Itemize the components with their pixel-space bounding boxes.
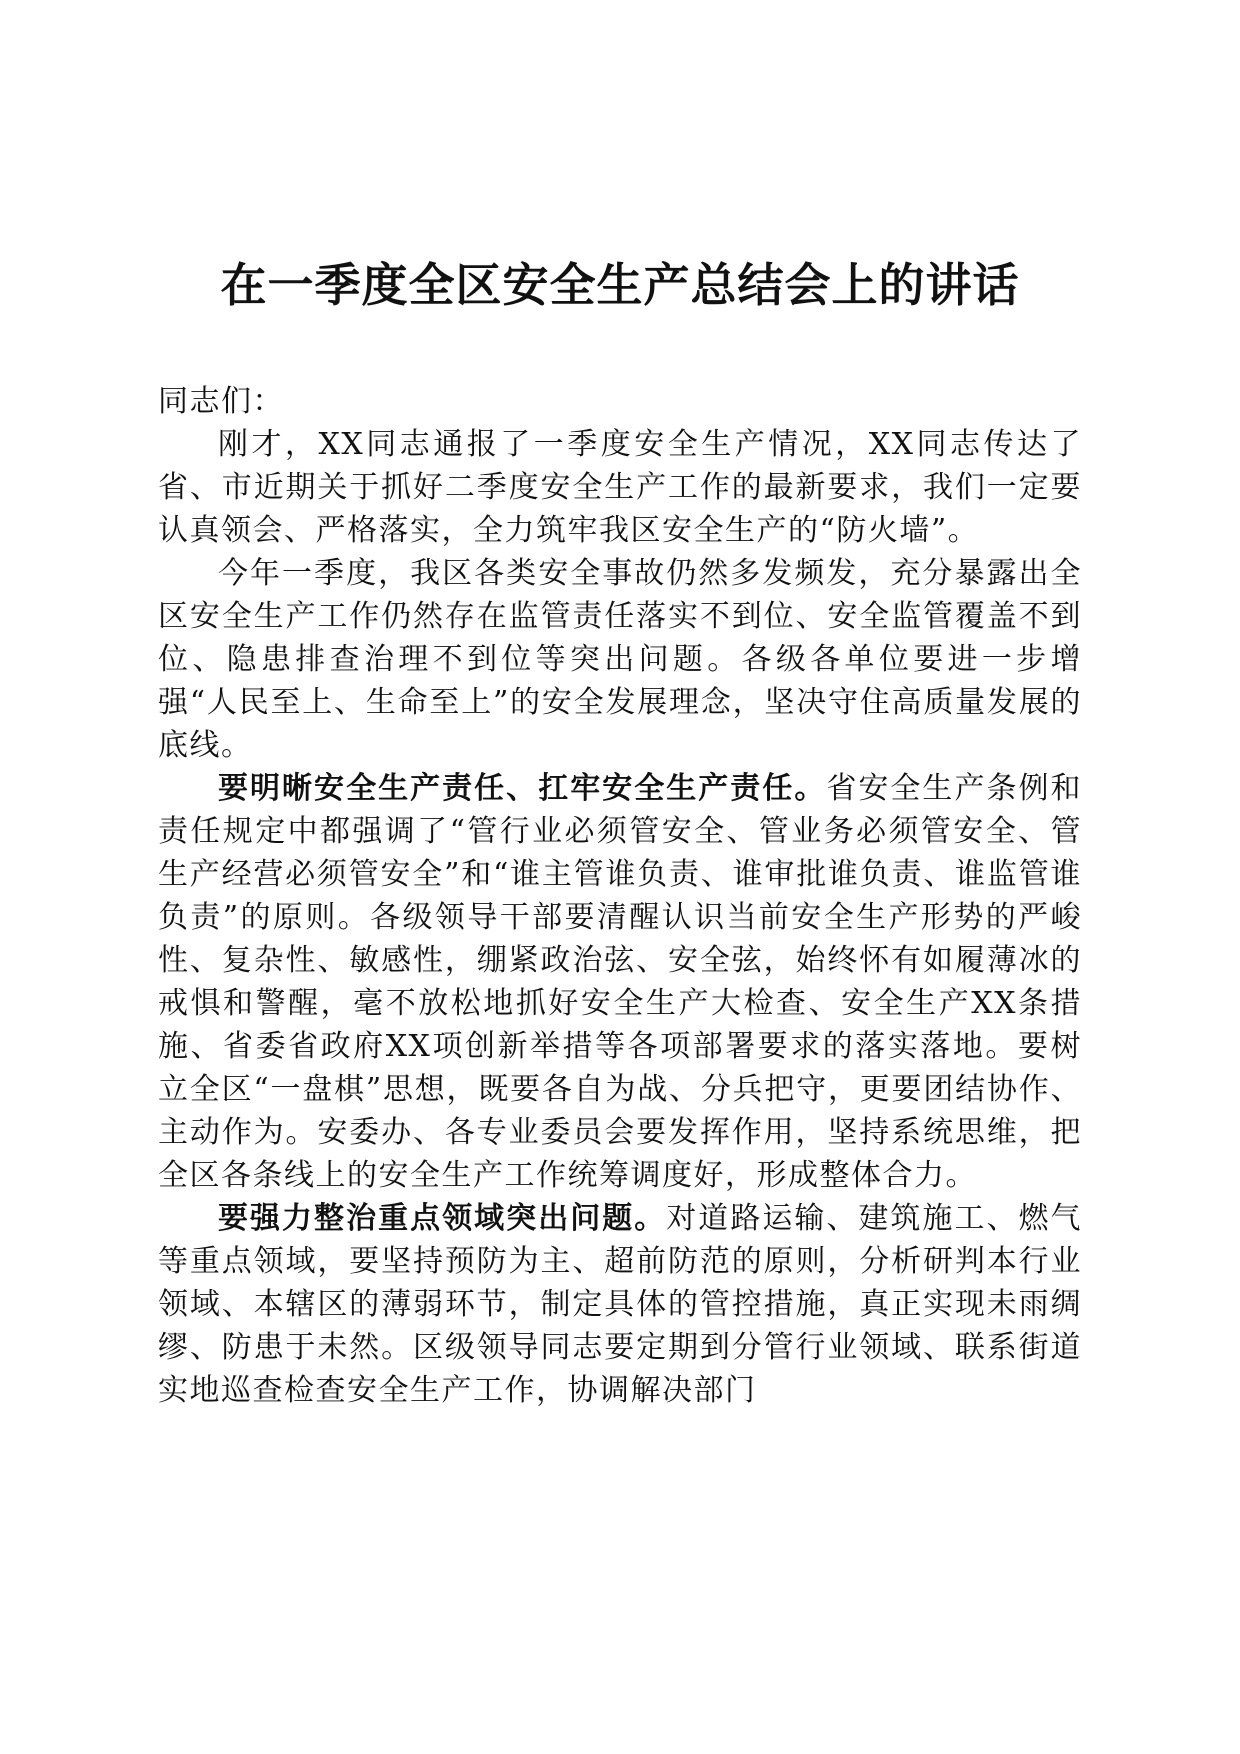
paragraph-4-text: 对道路运输、建筑施工、燃气等重点领域，要坚持预防为主、超前防范的原则，分析研判本行业领域、本辖区的薄弱环节，制定具体的管控措施，真正实现未雨绸缪、防患于未然。区级领导同志要定期到分管行业领域、联系街道实地巡查检查安全生产工作，协调解决部门 — [158, 1201, 1083, 1408]
document-title: 在一季度全区安全生产总结会上的讲话 — [220, 258, 1020, 312]
paragraph-3 — [158, 767, 1082, 1197]
paragraph-4 — [158, 1197, 1082, 1412]
paragraph-2 — [158, 552, 1082, 767]
paragraph-2-text: 今年一季度，我区各类安全事故仍然多发频发，充分暴露出全区安全生产工作仍然存在监管责任落实不到位、安全监管覆盖不到位、隐患排查治理不到位等突出问题。各级各单位要进一步增强“人民至上、生命至上”的安全发展理念，坚决守住高质量发展的底线。 — [158, 556, 1082, 763]
salutation: 同志们： — [158, 384, 284, 419]
paragraph-3-text: 省安全生产条例和责任规定中都强调了“管行业必须管安全、管业务必须管安全、管生产经营必须管安全”和“谁主管谁负责、谁审批谁负责、谁监管谁负责”的原则。各级领导干部要清醒认识当前安全生产形势的严峻性、复杂性、敏感性，绷紧政治弦、安全弦，始终怀有如履薄冰的戒惧和警醒，毫不放松地抓好安全生产大检查、安全生产XX条措施、省委省政府XX项创新举措等各项部署要求的落实落地。要树立全区“一盘棋”思想，既要各自为战、分兵把守，更要团结协作、主动作为。安委办、各专业委员会要发挥作用，坚持系统思维，把全区各条线上的安全生产工作统筹调度好，形成整体合力。 — [158, 771, 1083, 1193]
paragraph-3-lead: 要明晰安全生产责任、扛牢安全生产责任。 — [218, 771, 827, 806]
paragraph-1-text: 刚才，XX同志通报了一季度安全生产情况，XX同志传达了省、市近期关于抓好二季度安全生产工作的最新要求，我们一定要认真领会、严格落实，全力筑牢我区安全生产的“防火墙”。 — [158, 427, 1082, 548]
paragraph-4-lead: 要强力整治重点领域突出问题。 — [218, 1201, 667, 1236]
paragraph-1 — [158, 423, 1082, 552]
document-body — [158, 380, 1082, 1412]
